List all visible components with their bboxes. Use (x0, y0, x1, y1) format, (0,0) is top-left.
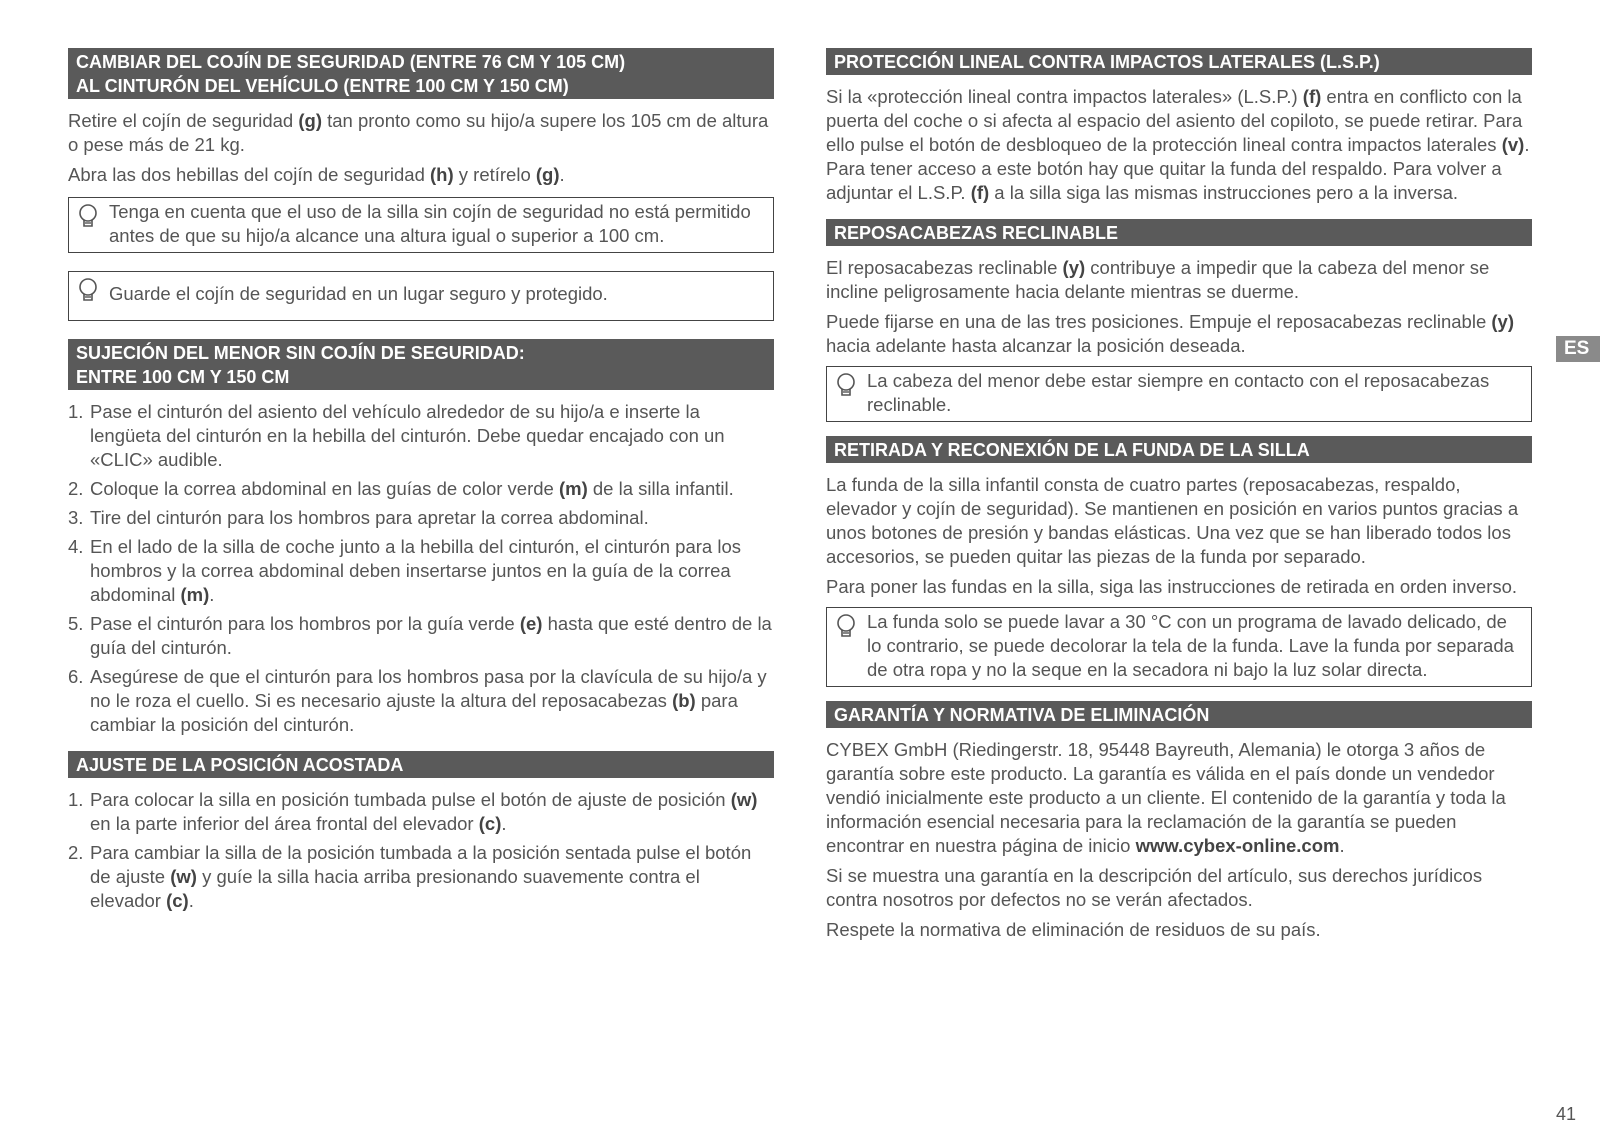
note-box (826, 366, 1532, 422)
section-heading: RETIRADA Y RECONEXIÓN DE LA FUNDA DE LA SILLA (826, 436, 1532, 463)
lightbulb-icon (835, 614, 857, 640)
section-heading: PROTECCIÓN LINEAL CONTRA IMPACTOS LATERALES (L.S.P.) (826, 48, 1532, 75)
section-heading (68, 48, 774, 99)
section-cambiar-cojin (68, 48, 774, 321)
website-link[interactable]: www.cybex-online.com (1135, 835, 1340, 856)
list-item: 5. Pase el cinturón para los hombros por la guía verde (e) hasta que esté dentro de la guía del cinturón. (68, 613, 772, 658)
page-number: 41 (1556, 1104, 1577, 1124)
paragraph: El reposacabezas reclinable (y) contribuye a impedir que la cabeza del menor se incline peligrosamente hacia delante mientras se duerme. (826, 257, 1490, 302)
note-box (68, 271, 774, 321)
section-ajuste-posicion (68, 751, 774, 913)
note-text: La cabeza del menor debe estar siempre en contacto con el reposacabezas reclinable. (867, 370, 1490, 415)
heading-line: ENTRE 100 CM Y 150 CM (76, 367, 290, 387)
paragraph: CYBEX GmbH (Riedingerstr. 18, 95448 Bayreuth, Alemania) le otorga 3 años de garantía sobre este producto. La garantía es válida en el país donde un vendedor vendió inicialmente este producto a un cliente. El contenido de la garantía y toda la información esencial necesaria para la reclamación de la garantía se pueden encontrar en nuestra página de inicio www.cybex-online.com. (826, 739, 1506, 856)
list-item: 6. Asegúrese de que el cinturón para los hombros pasa por la clavícula de su hijo/a y no le roza el cuello. Si es necesario ajuste la altura del reposacabezas (b) para cambiar la posición del cinturón. (68, 666, 767, 735)
section-heading (68, 339, 774, 390)
list-item: 4. En el lado de la silla de coche junto a la hebilla del cinturón, el cinturón para los hombros y la correa abdominal deben insertarse juntos en la guía de la correa abdominal (m). (68, 536, 741, 605)
paragraph: Retire el cojín de seguridad (g) tan pronto como su hijo/a supere los 105 cm de altura o pese más de 21 kg. (68, 110, 769, 155)
language-tab: ES (1556, 336, 1600, 362)
list-item: 2. Coloque la correa abdominal en las guías de color verde (m) de la silla infantil. (68, 478, 734, 499)
note-text: Guarde el cojín de seguridad en un lugar seguro y protegido. (109, 283, 608, 304)
list-item: 3. Tire del cinturón para los hombros para apretar la correa abdominal. (68, 507, 649, 528)
note-box (826, 607, 1532, 687)
heading-line: AL CINTURÓN DEL VEHÍCULO (ENTRE 100 CM Y 150 CM) (76, 76, 569, 96)
paragraph: La funda de la silla infantil consta de cuatro partes (reposacabezas, respaldo, elevador y cojín de seguridad). Se mantienen en posición en varios puntos gracias a unos botones de presión y bandas elásticas. Una vez que se han liberado todos los accesorios, se pueden quitar las piezas de la funda por separado. (826, 474, 1519, 567)
list-item: 1. Para colocar la silla en posición tumbada pulse el botón de ajuste de posición (w) en la parte inferior del área frontal del elevador (c). (68, 789, 758, 834)
paragraph: Si la «protección lineal contra impactos laterales» (L.S.P.) (f) entra en conflicto con la puerta del coche o si afecta al espacio del asiento del copiloto, se puede retirar. Para ello pulse el botón de desbloqueo de la protección lineal contra impactos laterales (v). Para tener acceso a este botón hay que quitar la funda del respaldo. Para volver a adjuntar el L.S.P. (f) a la silla siga las mismas instrucciones pero a la inversa. (826, 86, 1530, 203)
paragraph: Abra las dos hebillas del cojín de seguridad (h) y retírelo (g). (68, 164, 565, 185)
numbered-list (68, 788, 774, 913)
section-heading: AJUSTE DE LA POSICIÓN ACOSTADA (68, 751, 774, 778)
paragraph: Puede fijarse en una de las tres posiciones. Empuje el reposacabezas reclinable (y) hacia adelante hasta alcanzar la posición deseada. (826, 311, 1514, 356)
section-heading: GARANTÍA Y NORMATIVA DE ELIMINACIÓN (826, 701, 1532, 728)
note-text: La funda solo se puede lavar a 30 °C con un programa de lavado delicado, de lo contrario, se puede decolorar la tela de la funda. Lave la funda por separada de otra ropa y no la seque en la secadora ni bajo la luz solar directa. (867, 611, 1514, 680)
right-column (826, 48, 1532, 956)
numbered-list (68, 400, 774, 737)
section-reposacabezas (826, 219, 1532, 422)
left-column (68, 48, 774, 927)
paragraph: Si se muestra una garantía en la descripción del artículo, sus derechos jurídicos contra nosotros por defectos no se verán afectados. (826, 865, 1483, 910)
list-item: 2. Para cambiar la silla de la posición tumbada a la posición sentada pulse el botón de ajuste (w) y guíe la silla hacia arriba presionando suavemente contra el elevador (c). (68, 842, 752, 911)
section-lsp (826, 48, 1532, 205)
lightbulb-icon (77, 204, 99, 230)
heading-line: SUJECIÓN DEL MENOR SIN COJÍN DE SEGURIDAD: (76, 343, 525, 363)
lightbulb-icon (835, 373, 857, 399)
list-item: 1. Pase el cinturón del asiento del vehículo alrededor de su hijo/a e inserte la lengüeta del cinturón en la hebilla del cinturón. Debe quedar encajado con un «CLIC» audible. (68, 401, 725, 470)
lightbulb-icon (77, 278, 99, 304)
section-heading: REPOSACABEZAS RECLINABLE (826, 219, 1532, 246)
section-garantia (826, 701, 1532, 942)
section-sujecion (68, 339, 774, 737)
note-text: Tenga en cuenta que el uso de la silla sin cojín de seguridad no está permitido antes de que su hijo/a alcance una altura igual o superior a 100 cm. (109, 201, 751, 246)
note-box (68, 197, 774, 253)
heading-line: CAMBIAR DEL COJÍN DE SEGURIDAD (ENTRE 76 CM Y 105 CM) (76, 52, 626, 72)
section-funda (826, 436, 1532, 687)
paragraph: Respete la normativa de eliminación de residuos de su país. (826, 919, 1321, 940)
paragraph: Para poner las fundas en la silla, siga las instrucciones de retirada en orden inverso. (826, 576, 1518, 597)
